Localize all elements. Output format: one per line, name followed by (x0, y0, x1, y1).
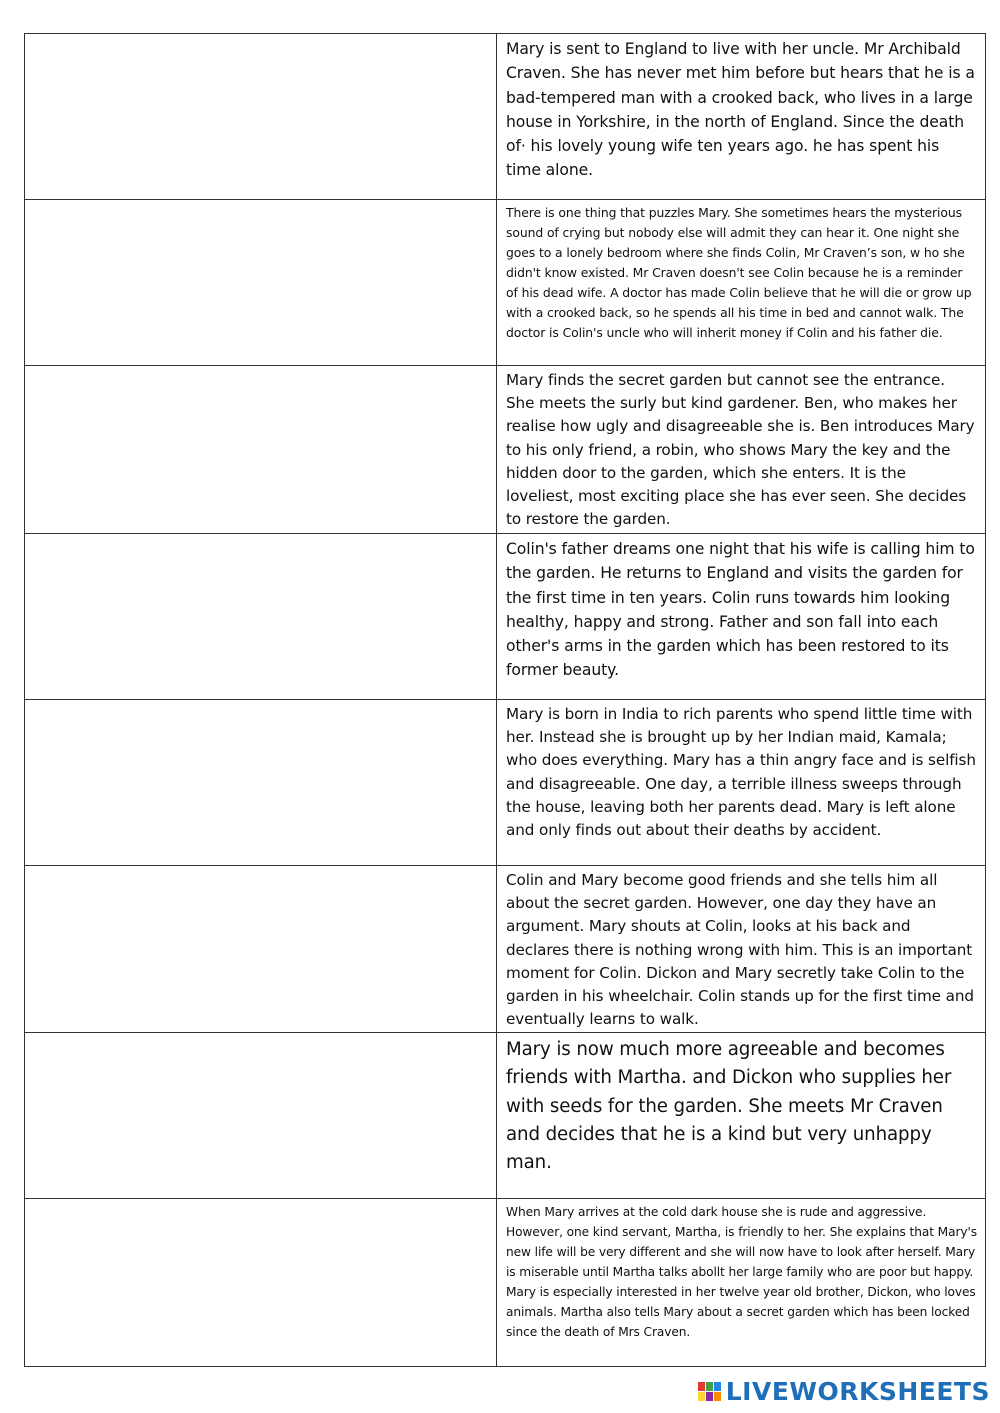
table-row (25, 700, 986, 866)
story-text: Mary is born in India to rich parents who spend little time with her. Instead she is brought up by her Indian maid, Kamala; who does everything. Mary has a thin angry face and is selfish and disagreeable. One day, a terrible illness sweeps through the house, leaving both her parents dead. Mary is left alone and only finds out about their deaths by accident. (506, 705, 976, 840)
logo-block (698, 1382, 705, 1391)
story-cell (497, 1199, 986, 1367)
logo-block (706, 1382, 713, 1391)
logo-block (714, 1392, 721, 1401)
liveworksheets-logo[interactable] (698, 1376, 990, 1406)
logo-text: LIVEWORKSHEETS (725, 1376, 990, 1406)
table-row (25, 1033, 986, 1199)
story-text: Mary finds the secret garden but cannot see the entrance. She meets the surly but kind gardener. Ben, who makes her realise how ugly and disagreeable she is. Ben introduces Mary to his only friend, a robin, who shows Mary the key and the hidden door to the garden, which she enters. It is the loveliest, most exciting place she has ever seen. She decides to restore the garden. (506, 371, 975, 529)
answer-cell[interactable] (25, 1033, 497, 1199)
story-cell (497, 866, 986, 1033)
answer-cell[interactable] (25, 866, 497, 1033)
table-row (25, 866, 986, 1033)
logo-block (706, 1392, 713, 1401)
answer-cell[interactable] (25, 200, 497, 366)
story-cell (497, 1033, 986, 1199)
logo-block (714, 1382, 721, 1391)
story-cell (497, 366, 986, 534)
story-text: Mary is sent to England to live with her uncle. Mr Archibald Craven. She has never met him before but hears that he is a bad-tempered man with a crooked back, who lives in a large house in Yorkshire, in the north of England. Since the death of· his lovely young wife ten years ago. he has spent his time alone. (506, 40, 975, 180)
table-row (25, 1199, 986, 1367)
story-text: Colin's father dreams one night that his wife is calling him to the garden. He returns to England and visits the garden for the first time in ten years. Colin runs towards him looking healthy, happy and strong. Father and son fall into each other's arms in the garden which has been restored to its former beauty. (506, 540, 975, 680)
story-text: When Mary arrives at the cold dark house she is rude and aggressive. However, one kind servant, Martha, is friendly to her. She explains that Mary's new life will be very different and she will now have to look after herself. Mary is miserable until Martha talks abollt her large family who are poor but happy. Mary is especially interested in her twelve year old brother, Dickon, who loves animals. Martha also tells Mary about a secret garden which has been locked since the death of Mrs Craven. (506, 1205, 977, 1339)
story-cell (497, 700, 986, 866)
story-text: Colin and Mary become good friends and she tells him all about the secret garden. However, one day they have an argument. Mary shouts at Colin, looks at his back and declares there is nothing wrong with him. This is an important moment for Colin. Dickon and Mary secretly take Colin to the garden in his wheelchair. Colin stands up for the first time and eventually learns to walk. (506, 871, 974, 1029)
story-cell (497, 34, 986, 200)
story-text: Mary is now much more agreeable and becomes friends with Martha. and Dickon who supplies her with seeds for the garden. She meets Mr Craven and decides that he is a kind but very unhappy man. (506, 1039, 952, 1174)
table-row (25, 34, 986, 200)
table-row (25, 534, 986, 700)
table-row (25, 200, 986, 366)
answer-cell[interactable] (25, 366, 497, 534)
story-cell (497, 200, 986, 366)
answer-cell[interactable] (25, 534, 497, 700)
story-text: There is one thing that puzzles Mary. She sometimes hears the mysterious sound of crying but nobody else will admit they can hear it. One night she goes to a lonely bedroom where she finds Colin, Mr Craven’s son, w ho she didn't know existed. Mr Craven doesn't see Colin because he is a reminder of his dead wife. A doctor has made Colin believe that he will die or grow up with a crooked back, so he spends all his time in bed and cannot walk. The doctor is Colin's uncle who will inherit money if Colin and his father die. (506, 205, 972, 340)
story-cell (497, 534, 986, 700)
answer-cell[interactable] (25, 700, 497, 866)
table-row (25, 366, 986, 534)
story-sequencing-table (24, 33, 986, 1367)
logo-block (698, 1392, 705, 1401)
logo-mark-icon (698, 1382, 721, 1401)
answer-cell[interactable] (25, 1199, 497, 1367)
answer-cell[interactable] (25, 34, 497, 200)
